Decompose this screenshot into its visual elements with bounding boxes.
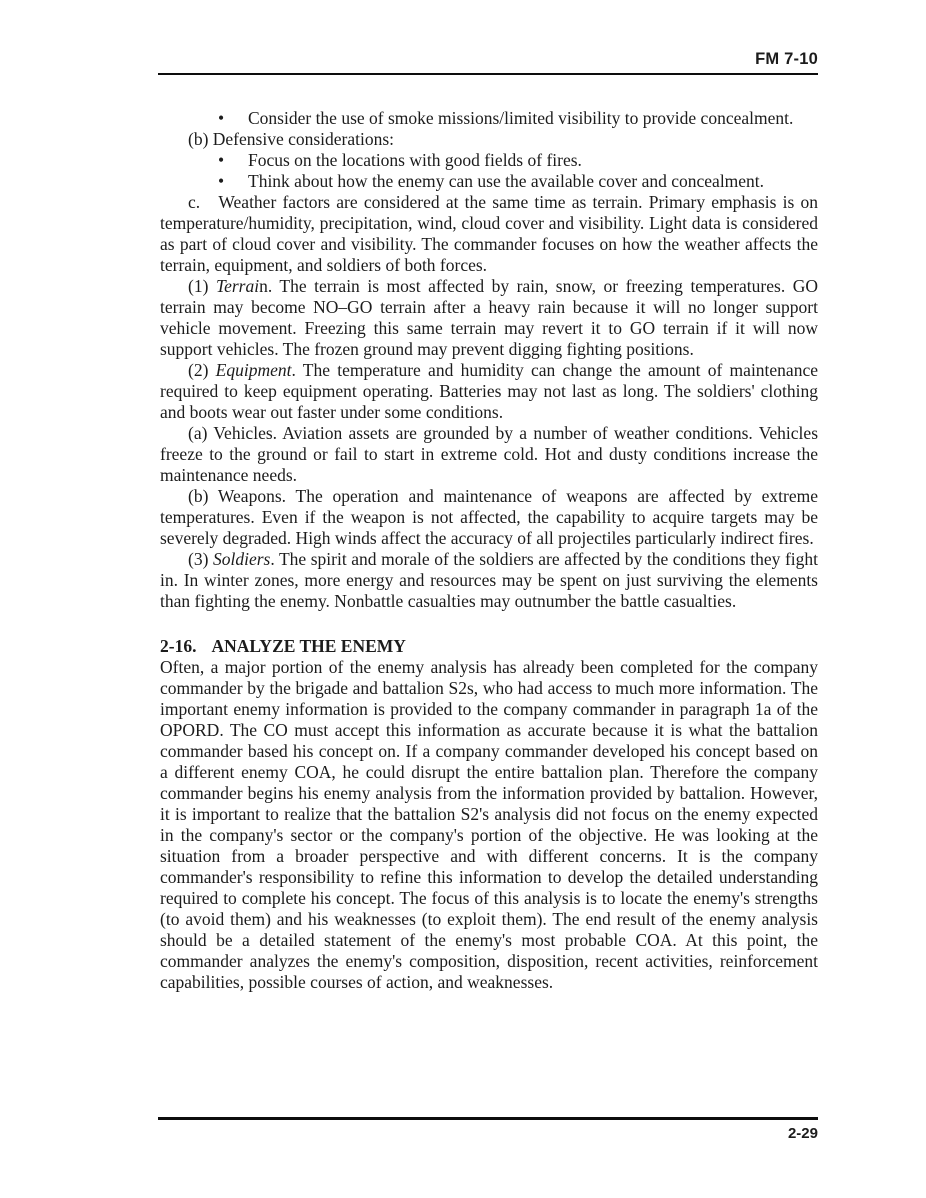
term-equipment: Equipment	[215, 360, 292, 380]
paragraph-soldiers	[160, 549, 818, 612]
paragraph-label: (3)	[188, 549, 213, 569]
line-defensive-considerations: (b) Defensive considerations:	[188, 129, 395, 149]
bullet-icon: •	[218, 108, 225, 128]
page-header	[158, 50, 818, 75]
section-title: ANALYZE THE ENEMY	[211, 636, 406, 656]
paragraph-equipment	[160, 360, 818, 423]
bullet-text: Think about how the enemy can use the available cover and concealment.	[248, 171, 765, 191]
section-heading-analyze-the-enemy	[160, 636, 818, 657]
page-body	[160, 108, 818, 993]
paragraph-text: . The spirit and morale of the soldiers are affected by the conditions they fight in. In winter zones, more energy and resources may be spent on just surviving the elements than fighting the enemy. Nonbattle casualties may outnumber the battle casualties.	[160, 549, 818, 611]
header-rule	[158, 73, 818, 75]
page-footer	[158, 1117, 818, 1142]
bullet-icon: •	[218, 150, 225, 170]
paragraph-label: (1)	[188, 276, 216, 296]
bullet-item-smoke	[160, 108, 818, 129]
paragraph-vehicles: (a) Vehicles. Aviation assets are grounded by a number of weather conditions. Vehicles freeze to the ground or fail to start in extreme cold. Hot and dusty conditions increase the maintenance needs.	[160, 423, 818, 485]
term-terrain: Terrai	[215, 276, 260, 296]
page-number: 2-29	[787, 1125, 818, 1142]
footer-rule	[158, 1117, 818, 1120]
bullet-text: Focus on the locations with good fields of fires.	[248, 150, 582, 170]
bullet-text: Consider the use of smoke missions/limited visibility to provide concealment.	[248, 108, 794, 128]
paragraph-weapons: (b) Weapons. The operation and maintenance of weapons are affected by extreme temperatures. Even if the weapon is not affected, the capability to acquire targets may be severely degraded. High winds affect the accuracy of all projectiles particularly indirect fires.	[160, 486, 818, 548]
paragraph-text: n. The terrain is most affected by rain, snow, or freezing temperatures. GO terrain may become NO–GO terrain after a heavy rain because it will no longer support vehicle movement. Freezing this same terrain may revert it to GO terrain if it will now support vehicles. The frozen ground may prevent digging fighting positions.	[160, 276, 818, 359]
bullet-item-cover-concealment	[160, 171, 818, 192]
paragraph-weather-factors: c. Weather factors are considered at the same time as terrain. Primary emphasis is on temperature/humidity, precipitation, wind, cloud cover and visibility. Light data is considered as part of cloud cover and visibility. The commander focuses on how the weather affects the terrain, equipment, and soldiers of both forces.	[160, 192, 818, 275]
doc-code: FM 7-10	[755, 50, 818, 68]
section-number: 2-16.	[160, 636, 197, 656]
paragraph-label: (2)	[188, 360, 216, 380]
bullet-icon: •	[218, 171, 225, 191]
paragraph-text: . The temperature and humidity can change the amount of maintenance required to keep equipment operating. Batteries may not last as long. The soldiers' clothing and boots wear out faster under some conditions.	[160, 360, 818, 422]
paragraph-terrain	[160, 276, 818, 360]
paragraph-enemy-analysis: Often, a major portion of the enemy analysis has already been completed for the company commander by the brigade and battalion S2s, who had access to much more information. The important enemy information is provided to the company commander in paragraph 1a of the OPORD. The CO must accept this information as accurate because it is what the battalion commander based his concept on. If a company commander developed his concept based on a different enemy COA, he could disrupt the entire battalion plan. Therefore the company commander begins his enemy analysis from the information provided by battalion. However, it is important to realize that the battalion S2's analysis did not focus on the enemy expected in the company's sector or the company's portion of the objective. He was looking at the situation from a broader perspective and with different concerns. It is the company commander's responsibility to refine this information to develop the detailed understanding required to complete his concept. The focus of this analysis is to locate the enemy's strengths (to avoid them) and his weaknesses (to exploit them). The end result of the enemy analysis should be a detailed statement of the enemy's most probable COA. At this point, the commander analyzes the enemy's composition, disposition, recent activities, reinforcement capabilities, possible courses of action, and weaknesses.	[160, 657, 818, 992]
bullet-item-fields-of-fire	[160, 150, 818, 171]
term-soldiers: Soldiers	[212, 549, 271, 569]
